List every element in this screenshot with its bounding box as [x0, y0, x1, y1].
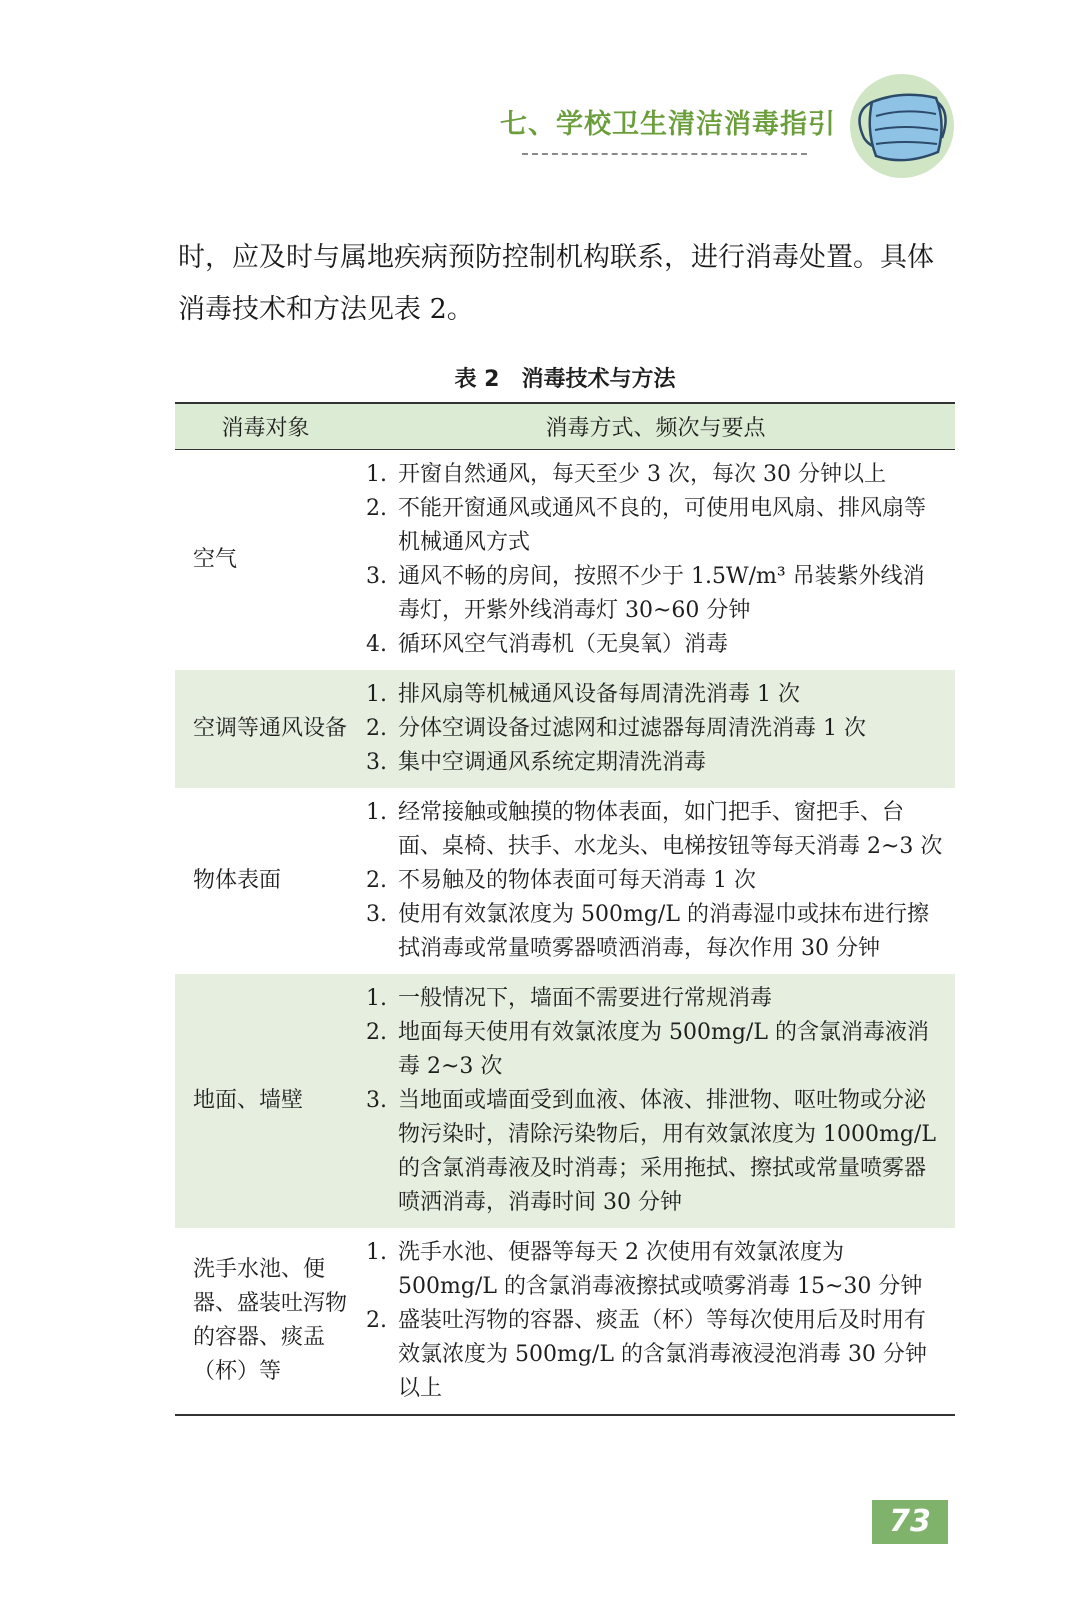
table-caption: 表 2 消毒技术与方法 — [454, 367, 676, 392]
column-header-methods: 消毒方式、频次与要点 — [356, 403, 955, 450]
list-item: 2. 分体空调设备过滤网和过滤器每周清洗消毒 1 次 — [366, 716, 866, 741]
object-cell: 洗手水池、便器、盛装吐泻物的容器、痰盂（杯）等 — [193, 1257, 348, 1384]
list-item: 2. 不能开窗通风或通风不良的，可使用电风扇、排风扇等机械通风方式 — [366, 496, 927, 555]
face-mask-icon — [842, 72, 954, 184]
object-cell: 物体表面 — [193, 868, 282, 893]
list-item: 3. 当地面或墙面受到血液、体液、排泄物、呕吐物或分泌物污染时，清除污染物后，用有效氯浓度为 1000mg/L 的含氯消毒液及时消毒；采用拖拭、擦拭或常量喷雾器喷洒消毒，消毒时间 30 分钟 — [366, 1088, 936, 1215]
list-item: 1. 排风扇等机械通风设备每周清洗消毒 1 次 — [366, 682, 800, 707]
methods-cell — [356, 670, 955, 788]
list-item: 4. 循环风空气消毒机（无臭氧）消毒 — [366, 632, 729, 657]
list-item: 1. 洗手水池、便器等每天 2 次使用有效氯浓度为 500mg/L 的含氯消毒液擦拭或喷雾消毒 15~30 分钟 — [366, 1240, 923, 1299]
list-item: 3. 使用有效氯浓度为 500mg/L 的消毒湿巾或抹布进行擦拭消毒或常量喷雾器喷洒消毒，每次作用 30 分钟 — [366, 902, 929, 961]
list-item: 3. 通风不畅的房间，按照不少于 1.5W/m³ 吊装紫外线消毒灯，开紫外线消毒灯 30~60 分钟 — [366, 564, 925, 623]
page-number: 73 — [872, 1500, 948, 1544]
intro-line: 消毒技术和方法见表 2。 — [178, 294, 474, 325]
table-row — [175, 1228, 955, 1415]
methods-cell — [356, 788, 955, 974]
header-dashed-rule — [522, 153, 807, 155]
list-item: 1. 经常接触或触摸的物体表面，如门把手、窗把手、台面、桌椅、扶手、水龙头、电梯按钮等每天消毒 2~3 次 — [366, 800, 943, 859]
table-row — [175, 670, 955, 788]
table-row — [175, 788, 955, 974]
page-header — [0, 0, 1080, 190]
table-row — [175, 974, 955, 1228]
object-cell: 空调等通风设备 — [193, 716, 348, 741]
methods-cell — [356, 450, 955, 671]
list-item: 2. 盛装吐泻物的容器、痰盂（杯）等每次使用后及时用有效氯浓度为 500mg/L 的含氯消毒液浸泡消毒 30 分钟以上 — [366, 1308, 927, 1401]
column-header-object: 消毒对象 — [175, 403, 356, 450]
list-item: 1. 一般情况下，墙面不需要进行常规消毒 — [366, 986, 773, 1011]
intro-paragraph — [178, 232, 968, 336]
methods-cell — [356, 974, 955, 1228]
table-header-row — [175, 403, 955, 450]
list-item: 2. 不易触及的物体表面可每天消毒 1 次 — [366, 868, 756, 893]
object-cell: 地面、墙壁 — [193, 1088, 304, 1113]
object-cell: 空气 — [193, 547, 238, 572]
list-item: 1. 开窗自然通风，每天至少 3 次，每次 30 分钟以上 — [366, 462, 886, 487]
methods-cell — [356, 1228, 955, 1415]
chapter-title: 七、学校卫生清洁消毒指引 — [500, 109, 836, 140]
intro-line: 时，应及时与属地疾病预防控制机构联系，进行消毒处置。具体 — [178, 242, 934, 273]
table-row — [175, 450, 955, 671]
list-item: 2. 地面每天使用有效氯浓度为 500mg/L 的含氯消毒液消毒 2~3 次 — [366, 1020, 929, 1079]
disinfection-table — [175, 402, 955, 1416]
list-item: 3. 集中空调通风系统定期清洗消毒 — [366, 750, 707, 775]
